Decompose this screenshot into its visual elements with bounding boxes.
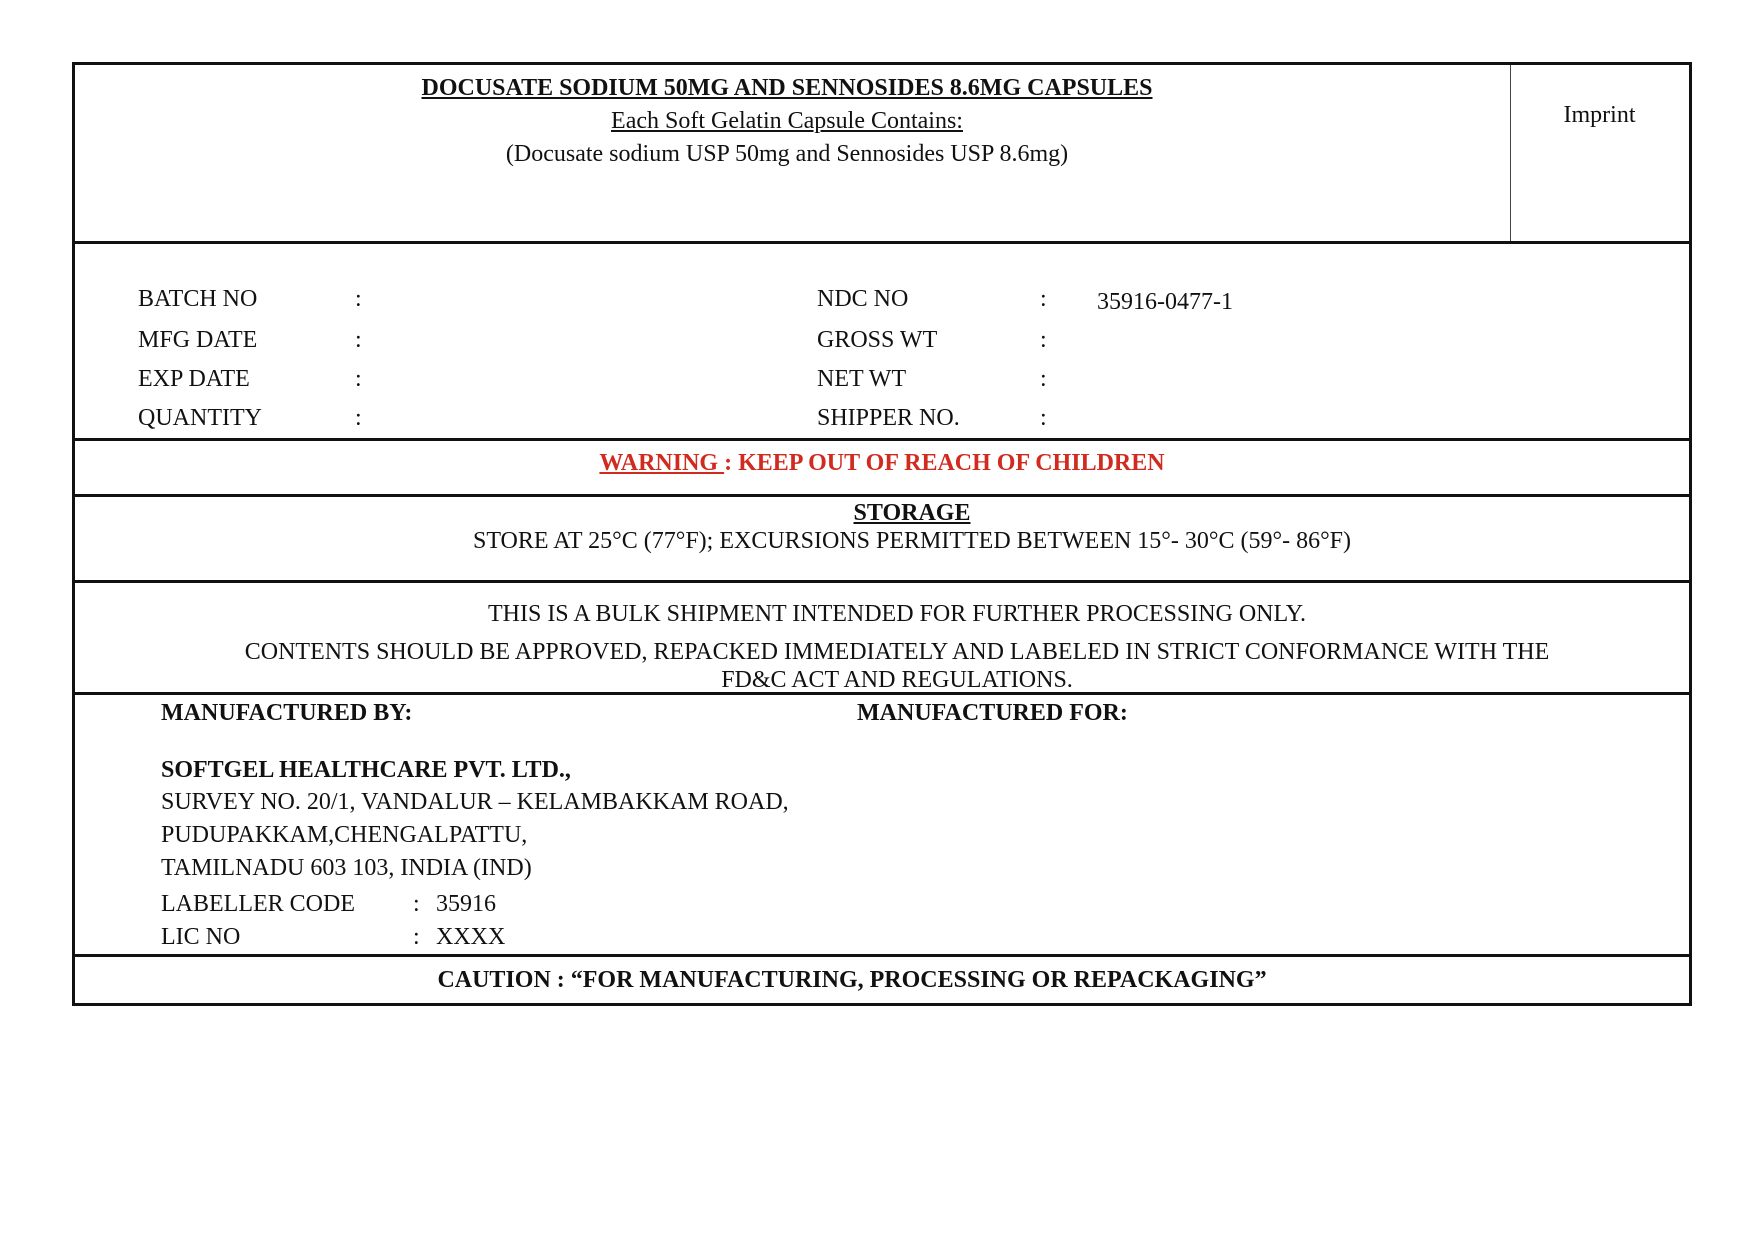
caution-section (75, 958, 1689, 1004)
mfg-date-sep: : (355, 327, 362, 353)
lic-no-label: LIC NO (161, 924, 241, 950)
imprint-label: Imprint (1563, 102, 1636, 128)
gross-wt-label: GROSS WT (817, 327, 938, 353)
divider (75, 494, 1689, 497)
net-wt-sep: : (1040, 366, 1047, 392)
storage-heading: STORAGE (853, 500, 971, 526)
divider (75, 241, 1689, 244)
labeller-code-sep: : (413, 891, 420, 917)
header-section (75, 65, 1689, 241)
storage-section (75, 498, 1689, 580)
bulk-notice-section (75, 584, 1689, 693)
divider (75, 580, 1689, 583)
product-title: DOCUSATE SODIUM 50MG AND SENNOSIDES 8.6MG CAPSULES (421, 75, 1153, 101)
bulk-shipment-label (72, 62, 1692, 1006)
bulk-notice-line-1: THIS IS A BULK SHIPMENT INTENDED FOR FURTHER PROCESSING ONLY. (487, 601, 1307, 627)
ndc-no-sep: : (1040, 286, 1047, 312)
ndc-no-value: 35916-0477-1 (1097, 289, 1233, 315)
warning-line (75, 449, 1689, 477)
manufacturer-section (75, 696, 1689, 956)
net-wt-label: NET WT (817, 366, 907, 392)
storage-text: STORE AT 25°C (77°F); EXCURSIONS PERMITTED BETWEEN 15°- 30°C (59°- 86°F) (472, 528, 1352, 554)
warning-text: : KEEP OUT OF REACH OF CHILDREN (724, 450, 1165, 476)
manufactured-for-heading: MANUFACTURED FOR: (857, 700, 1128, 726)
divider (75, 692, 1689, 695)
exp-date-label: EXP DATE (138, 366, 250, 392)
lic-no-value: XXXX (436, 924, 506, 950)
bulk-notice-line-2: CONTENTS SHOULD BE APPROVED, REPACKED IMMEDIATELY AND LABELED IN STRICT CONFORMANCE WITH THE (244, 639, 1550, 665)
shipper-no-label: SHIPPER NO. (817, 405, 960, 431)
manufacturer-address-line-3: TAMILNADU 603 103, INDIA (IND) (161, 855, 532, 881)
manufacturer-address-line-2: PUDUPAKKAM,CHENGALPATTU, (161, 822, 528, 848)
quantity-label: QUANTITY (138, 405, 262, 431)
quantity-sep: : (355, 405, 362, 431)
composition-heading: Each Soft Gelatin Capsule Contains: (611, 108, 963, 134)
mfg-date-label: MFG DATE (138, 327, 258, 353)
bulk-notice-line-3: FD&C ACT AND REGULATIONS. (721, 667, 1073, 693)
warning-label: WARNING (599, 450, 725, 476)
gross-wt-sep: : (1040, 327, 1047, 353)
batch-no-sep: : (355, 286, 362, 312)
manufactured-by-heading: MANUFACTURED BY: (161, 700, 413, 726)
shipper-no-sep: : (1040, 405, 1047, 431)
divider (75, 954, 1689, 957)
warning-section (75, 442, 1689, 494)
labeller-code-value: 35916 (436, 891, 496, 917)
labeller-code-label: LABELLER CODE (161, 891, 355, 917)
divider (75, 438, 1689, 441)
manufacturer-address-line-1: SURVEY NO. 20/1, VANDALUR – KELAMBAKKAM ROAD, (161, 789, 789, 815)
ndc-no-label: NDC NO (817, 286, 909, 312)
manufacturer-name: SOFTGEL HEALTHCARE PVT. LTD., (161, 757, 571, 783)
lic-no-sep: : (413, 924, 420, 950)
imprint-divider (1510, 65, 1511, 241)
exp-date-sep: : (355, 366, 362, 392)
batch-no-label: BATCH NO (138, 286, 258, 312)
composition-text: (Docusate sodium USP 50mg and Sennosides USP 8.6mg) (505, 141, 1069, 167)
caution-text: CAUTION : “FOR MANUFACTURING, PROCESSING OR REPACKAGING” (437, 967, 1267, 993)
